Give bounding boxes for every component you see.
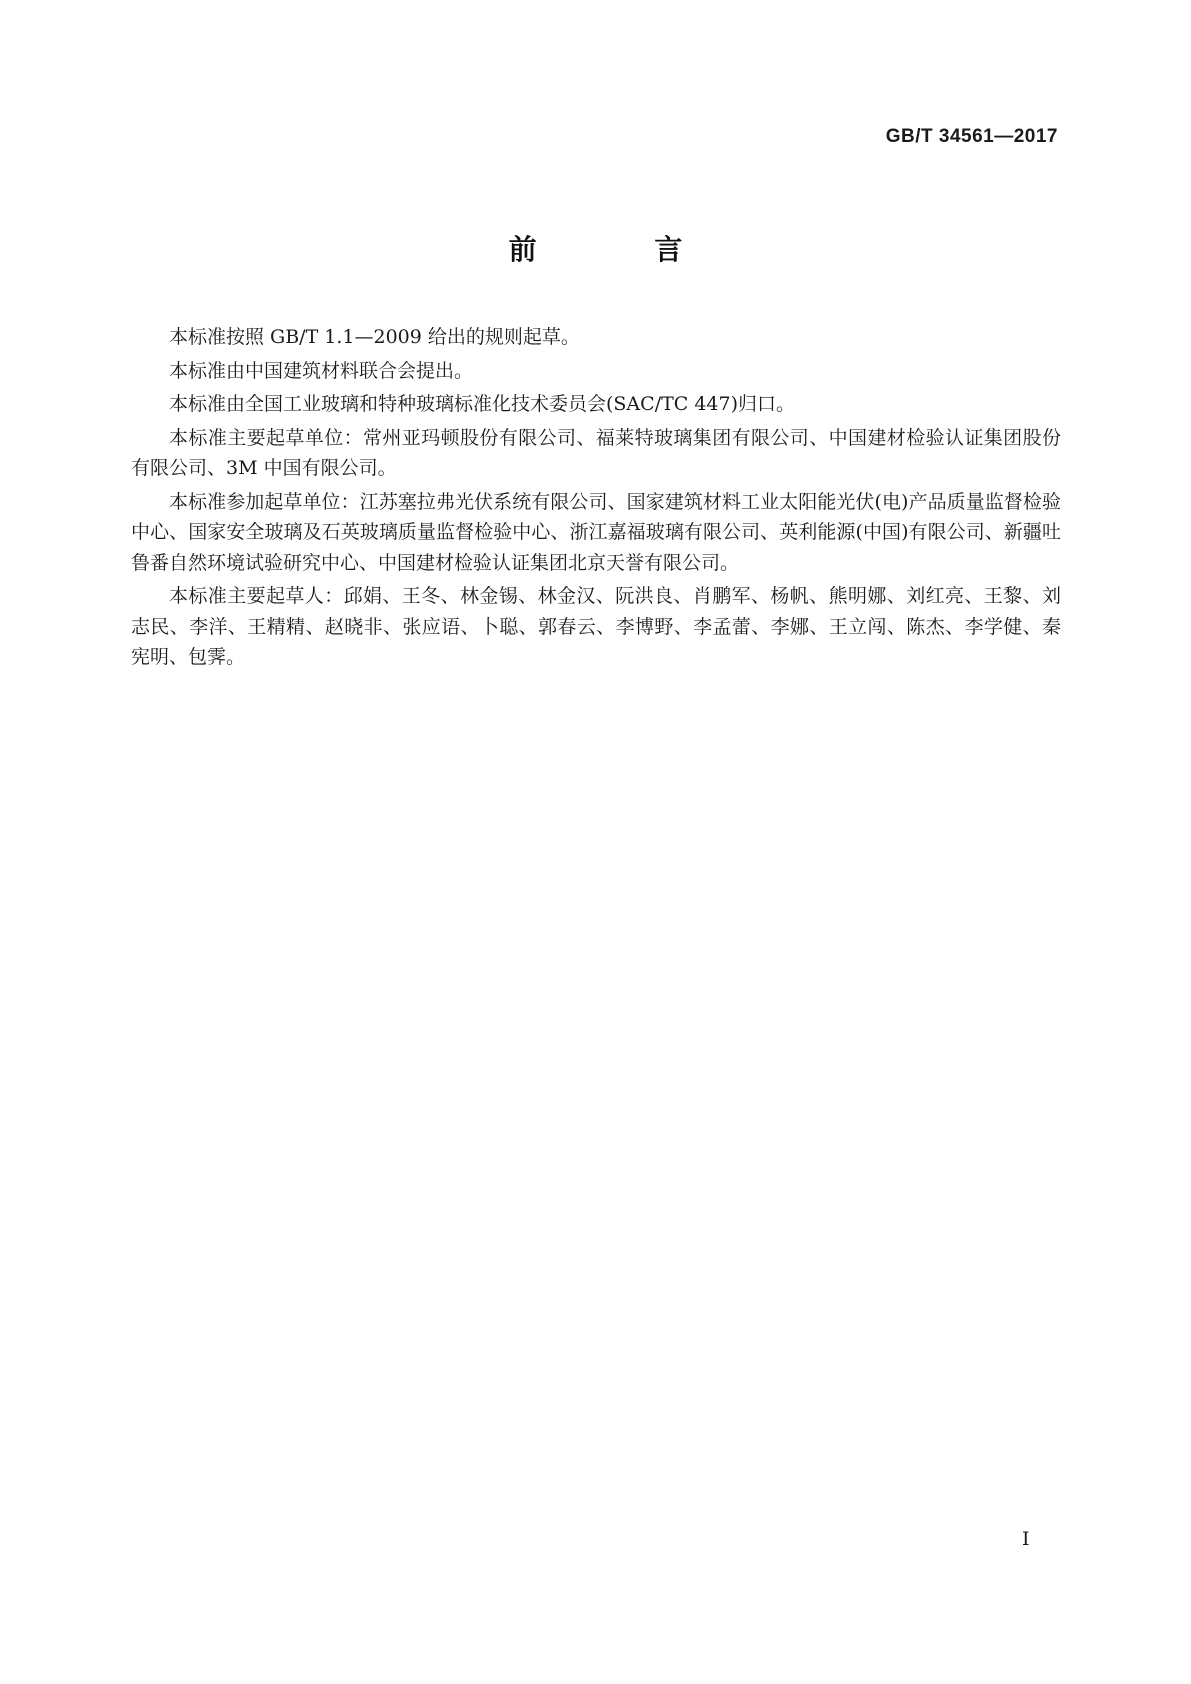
foreword-body bbox=[131, 322, 1061, 676]
paragraph-drafting-rules: 本标准按照 GB/T 1.1—2009 给出的规则起草。 bbox=[169, 326, 580, 348]
paragraph-administrator: 本标准由全国工业玻璃和特种玻璃标准化技术委员会(SAC/TC 447)归口。 bbox=[169, 393, 796, 415]
paragraph-participating-units: 本标准参加起草单位：江苏塞拉弗光伏系统有限公司、国家建筑材料工业太阳能光伏(电)产品质量监督检验中心、国家安全玻璃及石英玻璃质量监督检验中心、浙江嘉福玻璃有限公司、英利能源(中国)有限公司、新疆吐鲁番自然环境试验研究中心、中国建材检验认证集团北京天誉有限公司。 bbox=[131, 490, 1061, 574]
paragraph-main-drafters: 本标准主要起草人：邱娟、王冬、林金锡、林金汉、阮洪良、肖鹏军、杨帆、熊明娜、刘红亮、王黎、刘志民、李洋、王精精、赵晓非、张应语、卜聪、郭春云、李博野、李孟蕾、李娜、王立闯、陈杰、李学健、秦宪明、包霁。 bbox=[131, 585, 1061, 668]
paragraph-main-drafting-units: 本标准主要起草单位：常州亚玛顿股份有限公司、福莱特玻璃集团有限公司、中国建材检验认证集团股份有限公司、3M 中国有限公司。 bbox=[131, 426, 1061, 479]
page-number: I bbox=[1022, 1528, 1030, 1550]
standard-number-header: GB/T 34561—2017 bbox=[885, 126, 1058, 147]
section-title: 前 言 bbox=[508, 233, 737, 266]
paragraph-proposer: 本标准由中国建筑材料联合会提出。 bbox=[169, 359, 474, 382]
